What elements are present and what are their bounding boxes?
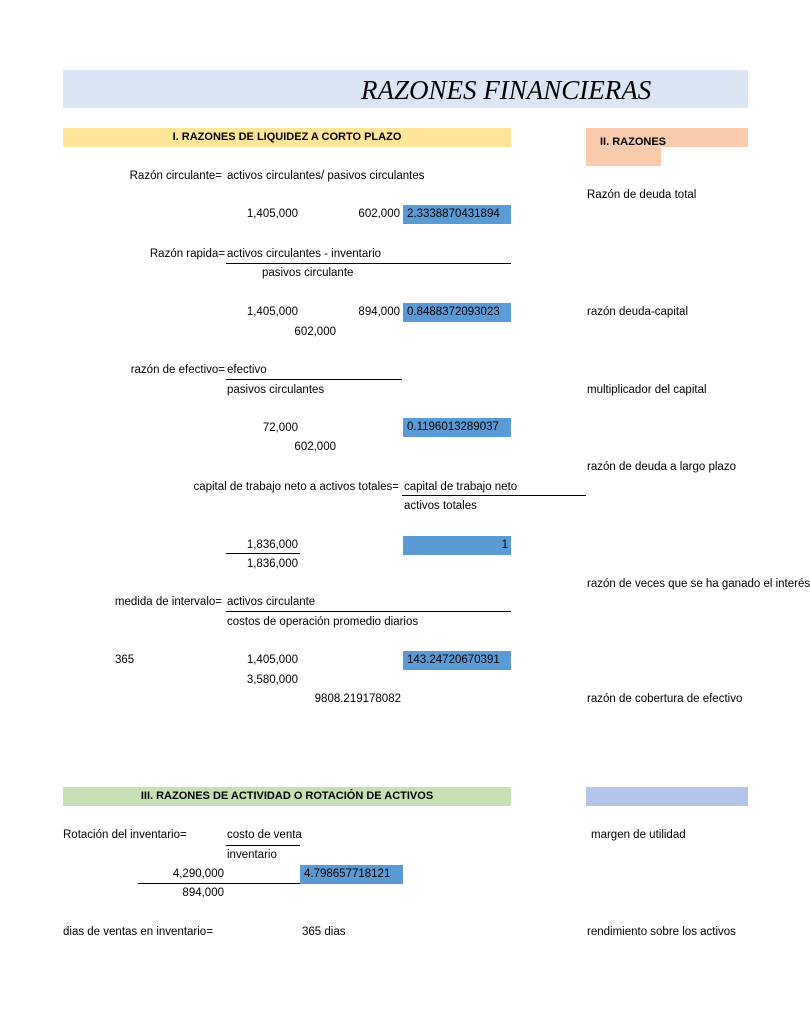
rapida-denominator: pasivos circulante [262,267,354,279]
rotacion-v1: 4,290,000 [172,868,224,880]
rapida-label: Razón rapida= [149,248,225,260]
dias-ventas-label: dias de ventas en inventario= [63,926,213,938]
right-label-multiplicador [587,383,707,397]
section-header-actividad: III. RAZONES DE ACTIVIDAD O ROTACIÓN DE ACTIVOS [63,787,511,806]
capital-label: capital de trabajo neto a activos totales= [193,481,399,493]
intervalo-v2: 3,580,000 [246,674,298,686]
rotacion-numerator: costo de venta [227,829,302,841]
intervalo-days: 365 [115,654,135,666]
right-label-cobertura [587,692,743,706]
dias-ventas-value: 365 dias [302,926,346,938]
efectivo-v2: 602,000 [294,441,336,453]
right-label-margen-text: margen de utilidad [591,829,686,841]
intervalo-numerator: activos circulante [227,596,316,608]
circulante-result: 2.3338870431894 [403,205,511,224]
circulante-v2: 602,000 [358,208,400,220]
intervalo-fraction-line [226,611,511,612]
rapida-numerator: activos circulantes - inventario [227,248,382,260]
efectivo-v1: 72,000 [262,422,298,434]
efectivo-denominator: pasivos circulantes [227,384,325,396]
right-label-deuda-capital-text: razón deuda-capital [587,306,689,318]
capital-denominator: activos totales [404,500,477,512]
rapida-fraction-line [226,263,511,264]
efectivo-label: razón de efectivo= [130,364,225,376]
right-label-deuda-largo [587,460,736,474]
rotacion-v2: 894,000 [182,887,224,899]
right-label-deuda-total [587,188,697,202]
efectivo-result: 0.1196013289037 [403,418,511,437]
intervalo-result: 143.24720670391 [403,651,511,670]
efectivo-fraction-line [226,379,402,380]
right-label-veces-interes-text: razón de veces que se ha ganado el interés [587,578,810,590]
section-header-deuda-text: II. RAZONES [600,136,667,148]
rotacion-fraction-line-2 [138,883,300,884]
rapida-v1: 1,405,000 [246,306,298,318]
rotacion-denominator: inventario [227,849,277,861]
right-label-rendimiento [587,925,736,939]
capital-fraction-line [402,495,586,496]
right-label-multiplicador-text: multiplicador del capital [587,384,707,396]
rapida-v3: 602,000 [294,326,336,338]
section-header-rentabilidad [586,787,748,806]
capital-result: 1 [403,536,511,555]
right-label-rendimiento-text: rendimiento sobre los activos [587,926,736,938]
intervalo-label: medida de intervalo= [114,596,222,608]
efectivo-numerator: efectivo [227,364,267,376]
circulante-label: Razón circulante= [129,170,222,182]
right-label-deuda-largo-text: razón de deuda a largo plazo [587,461,736,473]
capital-fraction-line-2 [226,553,300,554]
intervalo-v1: 1,405,000 [246,654,298,666]
rotacion-result: 4.798657718121 [300,865,403,884]
right-label-cobertura-text: razón de cobertura de efectivo [587,693,743,705]
rotacion-fraction-line [226,845,300,846]
right-label-veces-interes [587,577,810,591]
rapida-v2: 894,000 [358,306,400,318]
circulante-v1: 1,405,000 [246,208,298,220]
right-label-margen [591,828,686,842]
capital-numerator: capital de trabajo neto [404,481,518,493]
intervalo-v3: 9808.219178082 [314,693,401,705]
section-header-deuda [586,135,667,149]
intervalo-denominator: costos de operación promedio diarios [227,616,419,628]
page-title: RAZONES FINANCIERAS [361,75,652,105]
right-label-deuda-capital [587,305,689,319]
rapida-result: 0.8488372093023 [403,303,511,322]
capital-v2: 1,836,000 [246,558,298,570]
right-label-deuda-total-text: Razón de deuda total [587,189,697,201]
capital-v1: 1,836,000 [246,539,298,551]
rotacion-label: Rotación del inventario= [63,829,187,841]
circulante-formula: activos circulantes/ pasivos circulantes [227,170,425,182]
section-header-liquidez: I. RAZONES DE LIQUIDEZ A CORTO PLAZO [63,128,511,147]
